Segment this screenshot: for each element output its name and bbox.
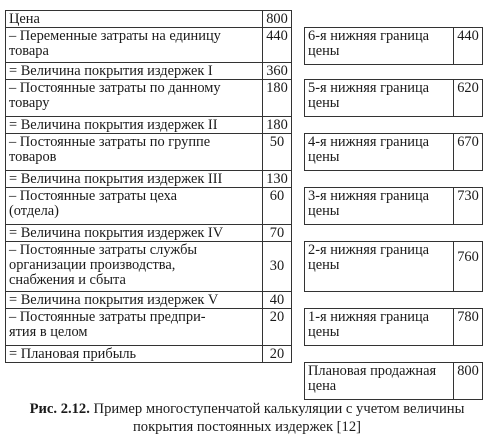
left-row-value: 180 xyxy=(262,79,292,117)
left-row-label: = Величина покрытия издержек I xyxy=(5,62,263,80)
left-row-label: – Постоянные затраты по группе товаров xyxy=(5,133,263,171)
left-row-label: Цена xyxy=(5,10,263,28)
price-floor-label: 3-я нижняя граница цены xyxy=(304,187,454,225)
figure-caption-text: Пример многоступенчатой калькуляции с учетом величины покрытия постоянных издержек [12] xyxy=(89,401,465,435)
left-row-label: – Постоянные затраты цеха (отдела) xyxy=(5,187,263,225)
left-row-value: 20 xyxy=(262,308,292,346)
price-floor-value: 760 xyxy=(453,241,483,292)
left-row-value: 30 xyxy=(262,241,292,292)
left-row-label: = Величина покрытия издержек IV xyxy=(5,224,263,242)
price-floor-label: 6-я нижняя граница цены xyxy=(304,27,454,65)
left-row-label: – Постоянные затраты по данному товару xyxy=(5,79,263,117)
left-row-value: 440 xyxy=(262,27,292,63)
left-row-label: = Величина покрытия издержек III xyxy=(5,170,263,188)
figure-number: Рис. 2.12. xyxy=(29,401,90,417)
figure-caption xyxy=(0,400,494,436)
price-floor-label: 2-я нижняя граница цены xyxy=(304,241,454,292)
price-floor-value: 780 xyxy=(453,308,483,346)
price-floor-value: 440 xyxy=(453,27,483,65)
price-floor-value: 730 xyxy=(453,187,483,225)
left-row-value: 40 xyxy=(262,291,292,309)
left-row-label: = Величина покрытия издержек II xyxy=(5,116,263,134)
price-floor-label: Плановая продажная цена xyxy=(304,362,454,400)
left-row-label: – Постоянные затраты службы организации производства, снабжения и сбыта xyxy=(5,241,263,292)
price-floor-value: 620 xyxy=(453,79,483,117)
left-row-value: 180 xyxy=(262,116,292,134)
left-row-value: 60 xyxy=(262,187,292,225)
left-row-value: 800 xyxy=(262,10,292,28)
price-floor-label: 5-я нижняя граница цены xyxy=(304,79,454,117)
left-row-value: 50 xyxy=(262,133,292,171)
left-row-label: = Величина покрытия издержек V xyxy=(5,291,263,309)
left-row-value: 70 xyxy=(262,224,292,242)
price-floor-label: 1-я нижняя граница цены xyxy=(304,308,454,346)
left-row-label: = Плановая прибыль xyxy=(5,345,263,363)
left-row-value: 130 xyxy=(262,170,292,188)
price-floor-label: 4-я нижняя граница цены xyxy=(304,133,454,171)
left-row-value: 360 xyxy=(262,62,292,80)
price-floor-value: 800 xyxy=(453,362,483,400)
price-floor-value: 670 xyxy=(453,133,483,171)
left-row-label: – Переменные затраты на единицу товара xyxy=(5,27,263,63)
left-row-label: – Постоянные затраты предпри- ятия в целом xyxy=(5,308,263,346)
left-row-value: 20 xyxy=(262,345,292,363)
